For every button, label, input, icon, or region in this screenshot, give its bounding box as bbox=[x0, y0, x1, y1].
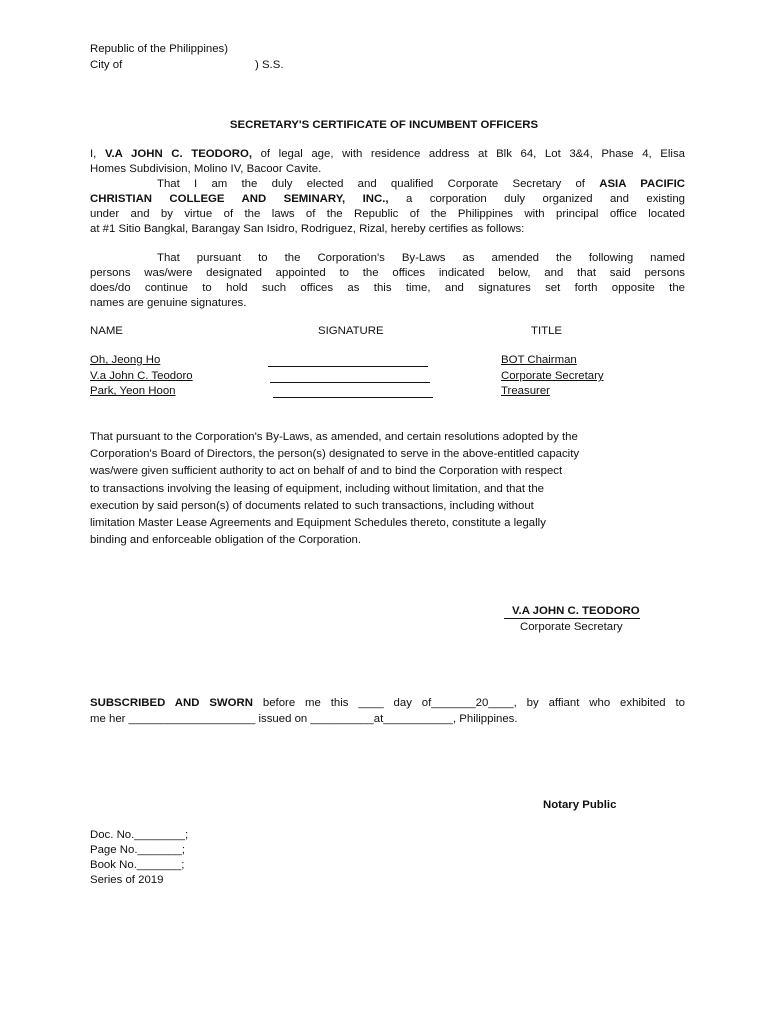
officer-title-3: Treasurer bbox=[501, 385, 550, 397]
col-header-title: TITLE bbox=[531, 325, 563, 337]
bylaws-line2: persons was/were designated appointed to the offices indicated below, and that said persons bbox=[90, 267, 685, 279]
signatory-name: V.A JOHN C. TEODORO bbox=[504, 604, 640, 619]
bylaws-line3: does/do continue to hold such offices as this time, and signatures set forth opposite the bbox=[90, 282, 685, 294]
jurat-paragraph bbox=[90, 695, 685, 727]
intro-paragraph bbox=[90, 147, 685, 237]
intro-line2: Homes Subdivision, Molino IV, Bacoor Cavite. bbox=[90, 163, 322, 175]
resolution-paragraph bbox=[90, 429, 579, 549]
secretary-name-inline: V.A JOHN C. TEODORO, bbox=[104, 148, 252, 160]
signature-line-3 bbox=[273, 397, 433, 398]
resolution-line: That pursuant to the Corporation's By-Laws, as amended, and certain resolutions adopted by the bbox=[90, 431, 578, 443]
resolution-line: limitation Master Lease Agreements and Equipment Schedules thereto, constitute a legally bbox=[90, 516, 546, 529]
signatory-position: Corporate Secretary bbox=[520, 621, 623, 633]
bylaws-paragraph bbox=[90, 251, 685, 311]
officer-title-2: Corporate Secretary bbox=[501, 370, 604, 382]
bylaws-line4: names are genuine signatures. bbox=[90, 297, 247, 309]
resolution-line: execution by said person(s) of documents related to such transactions, including without bbox=[90, 499, 534, 512]
signature-line-2 bbox=[270, 382, 430, 383]
signature-line-1 bbox=[268, 366, 428, 367]
resolution-line: binding and enforceable obligation of the Corporation. bbox=[90, 534, 362, 547]
book-number: Book No._______; bbox=[90, 859, 185, 871]
resolution-line: Corporation's Board of Directors, the person(s) designated to serve in the above-entitled capacity bbox=[90, 448, 580, 461]
jurat-lead: SUBSCRIBED AND SWORN bbox=[90, 697, 253, 709]
notary-public-label: Notary Public bbox=[543, 799, 617, 811]
doc-number: Doc. No.________; bbox=[90, 829, 189, 841]
officer-name-2: V.a John C. Teodoro bbox=[90, 370, 193, 382]
col-header-signature: SIGNATURE bbox=[318, 325, 384, 337]
document-title: SECRETARY'S CERTIFICATE OF INCUMBENT OFFICERS bbox=[229, 119, 539, 131]
intro-p2-prefix: That I am the duly elected and qualified Corporate Secretary of bbox=[157, 178, 585, 190]
series-year: Series of 2019 bbox=[90, 874, 164, 886]
resolution-line: to transactions involving the leasing of equipment, including without limitation, and that the bbox=[90, 482, 545, 495]
intro-line4: at #1 Sitio Bangkal, Barangay San Isidro, Rodriguez, Rizal, hereby certifies as follows: bbox=[90, 223, 525, 235]
company-name-a: ASIA PACIFIC bbox=[599, 178, 685, 190]
intro-prefix: I, bbox=[90, 148, 97, 160]
intro-rest: of legal age, with residence address at Blk 64, Lot 3&4, Phase 4, Elisa bbox=[260, 148, 685, 160]
city-label: City of bbox=[90, 59, 123, 71]
intro-line3: under and by virtue of the laws of the Republic of the Philippines with principal office located bbox=[90, 208, 685, 220]
republic-line: Republic of the Philippines) bbox=[90, 43, 229, 55]
page-number: Page No._______; bbox=[90, 844, 186, 856]
col-header-name: NAME bbox=[90, 325, 123, 337]
jurat-line2: me her ____________________ issued on __________at___________, Philippines. bbox=[90, 713, 518, 725]
jurat-line1: before me this ____ day of_______20____, by affiant who exhibited to bbox=[262, 697, 686, 709]
intro-p2-rest: a corporation duly organized and existing bbox=[406, 193, 686, 205]
officer-name-1: Oh, Jeong Ho bbox=[90, 354, 161, 366]
bylaws-line1: That pursuant to the Corporation's By-Laws as amended the following named bbox=[157, 252, 685, 264]
city-suffix: ) S.S. bbox=[255, 59, 284, 71]
officer-name-3: Park, Yeon Hoon bbox=[90, 385, 176, 397]
company-name-b: CHRISTIAN COLLEGE AND SEMINARY, INC., bbox=[90, 193, 389, 205]
resolution-line: was/were given sufficient authority to act on behalf of and to bind the Corporation with respect bbox=[90, 465, 563, 478]
officer-title-1: BOT Chairman bbox=[501, 354, 577, 366]
